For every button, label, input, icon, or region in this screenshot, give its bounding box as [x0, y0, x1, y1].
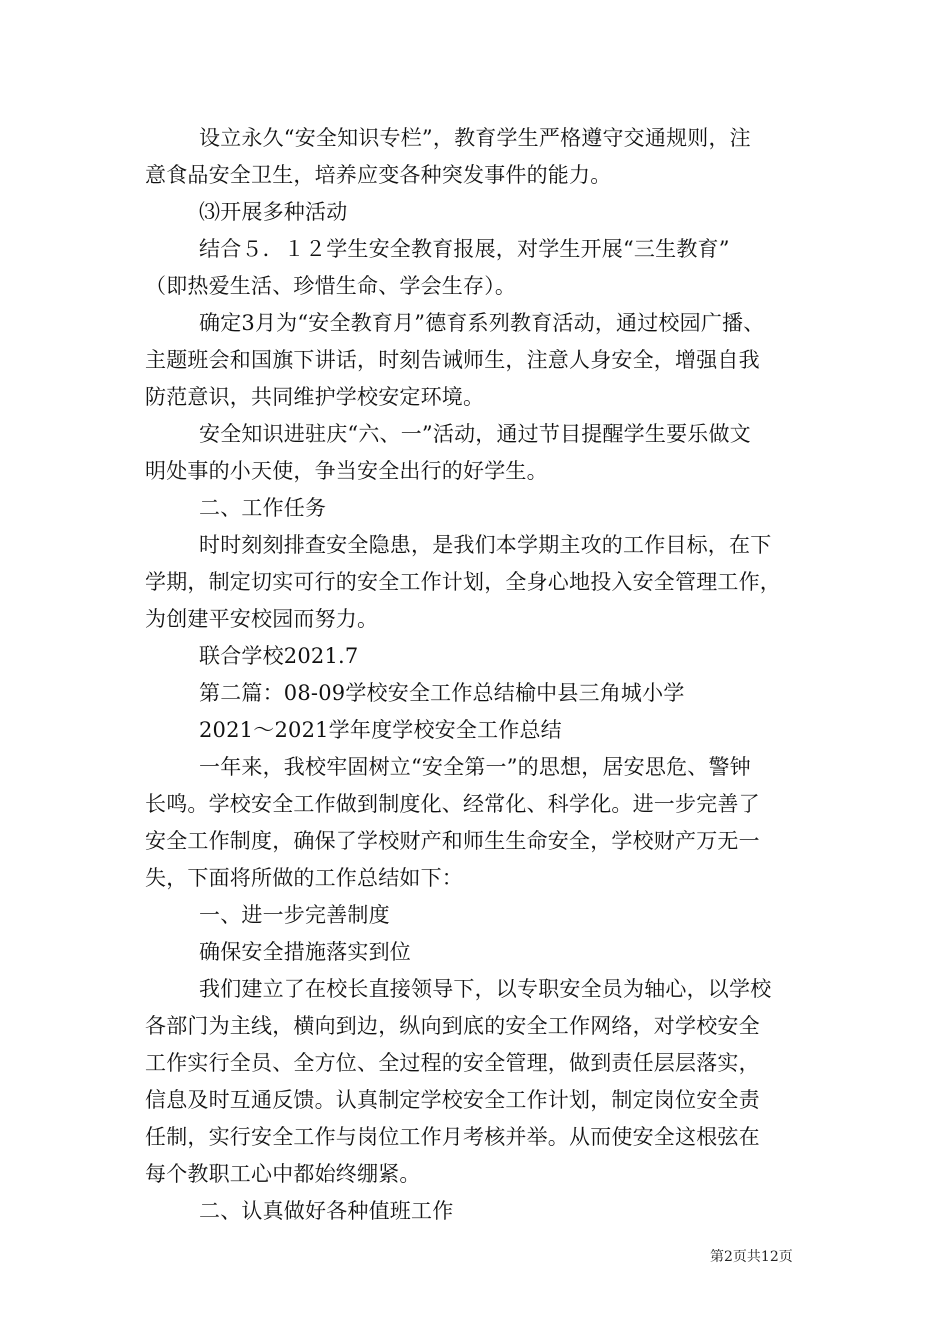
paragraph-line: 工作实行全员、全方位、全过程的安全管理，做到责任层层落实，	[145, 1051, 760, 1075]
paragraph-line: 任制，实行安全工作与岗位工作月考核并举。从而使安全这根弦在	[145, 1125, 760, 1149]
paragraph-line: 失，下面将所做的工作总结如下：	[145, 866, 463, 890]
paragraph-line: 一年来，我校牢固树立“安全第一”的思想，居安思危、警钟	[199, 755, 751, 779]
paragraph-line: 各部门为主线，横向到边，纵向到底的安全工作网络，对学校安全	[145, 1014, 760, 1038]
paragraph-line: 我们建立了在校长直接领导下，以专职安全员为轴心，以学校	[199, 977, 772, 1001]
paragraph-line: 确定3月为“安全教育月”德育系列教育活动，通过校园广播、	[199, 311, 765, 335]
signature-line: 联合学校2021.7	[199, 644, 359, 668]
paragraph-line: 信息及时互通反馈。认真制定学校安全工作计划，制定岗位安全责	[145, 1088, 760, 1112]
paragraph-line: 长鸣。学校安全工作做到制度化、经常化、科学化。进一步完善了	[145, 792, 760, 816]
page-number: 第2页共12页	[710, 1249, 793, 1265]
section-heading: 一、进一步完善制度	[199, 903, 390, 927]
paragraph-line: 意食品安全卫生，培养应变各种突发事件的能力。	[145, 163, 612, 187]
paragraph-line: 安全工作制度，确保了学校财产和师生生命安全，学校财产万无一	[145, 829, 760, 853]
section-heading: ⑶开展多种活动	[199, 200, 348, 224]
paragraph-line: 主题班会和国旗下讲话，时刻告诫师生，注意人身安全，增强自我	[145, 348, 760, 372]
section-heading: 二、认真做好各种值班工作	[199, 1199, 454, 1223]
paragraph-line: 时时刻刻排查安全隐患，是我们本学期主攻的工作目标，在下	[199, 533, 772, 557]
article-title: 第二篇：08-09学校安全工作总结榆中县三角城小学	[199, 681, 685, 705]
paragraph-line: 为创建平安校园而努力。	[145, 607, 379, 631]
section-heading: 确保安全措施落实到位	[199, 940, 411, 964]
paragraph-line: 每个教职工心中都始终绷紧。	[145, 1162, 421, 1186]
paragraph-line: 防范意识，共同维护学校安定环境。	[145, 385, 485, 409]
paragraph-line: 明处事的小天使，争当安全出行的好学生。	[145, 459, 548, 483]
paragraph-line: 学期，制定切实可行的安全工作计划，全身心地投入安全管理工作，	[145, 570, 781, 594]
paragraph-line: 设立永久“安全知识专栏”，教育学生严格遵守交通规则，注	[199, 126, 751, 150]
paragraph-line: 结合５．１２学生安全教育报展，对学生开展“三生教育”	[199, 237, 730, 261]
paragraph-line: 安全知识进驻庆“六、一”活动，通过节目提醒学生要乐做文	[199, 422, 751, 446]
paragraph-line: （即热爱生活、珍惜生命、学会生存）。	[145, 274, 517, 298]
article-subtitle: 2021～2021学年度学校安全工作总结	[199, 718, 562, 742]
section-heading: 二、工作任务	[199, 496, 327, 520]
